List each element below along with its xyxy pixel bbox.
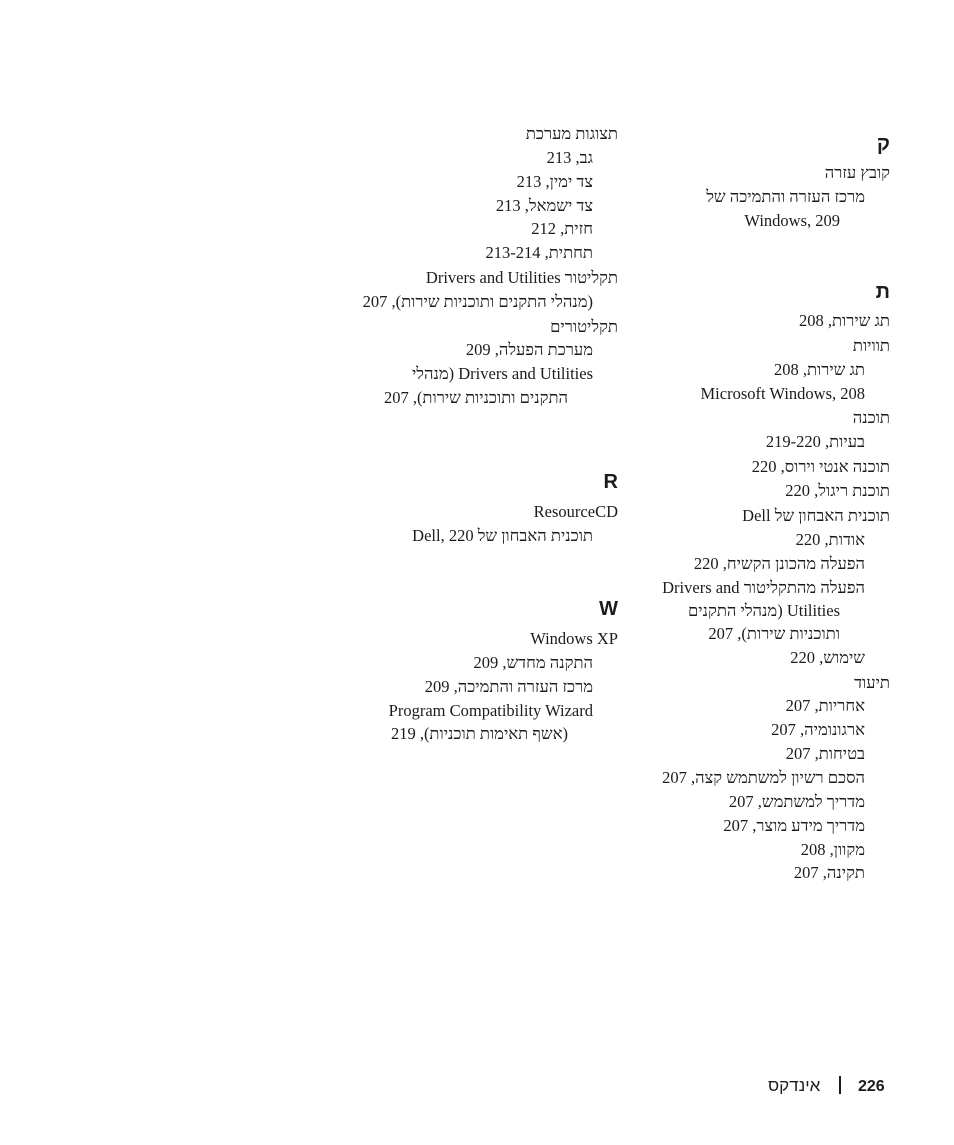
index-entry: (אשף תאימות תוכניות), 219 (390, 724, 568, 743)
index-entry: מערכת הפעלה, 209 (465, 340, 593, 359)
index-entry: (מנהלי התקנים ותוכניות שירות), 207 (362, 292, 593, 311)
index-entry: התקנה מחדש, 209 (473, 653, 593, 672)
index-entry: תחתית, 213-214 (485, 243, 593, 262)
index-entry: Windows, 209 (744, 211, 840, 230)
index-entry: Windows XP (530, 629, 618, 648)
index-entry: הסכם רשיון למשתמש קצה, 207 (662, 768, 865, 787)
index-entry: קובץ עזרה (824, 163, 890, 182)
index-entry: Drivers and Utilities (מנהלי (411, 364, 593, 383)
index-entry: תג שירות, 208 (798, 311, 890, 330)
index-entry: שימוש, 220 (790, 648, 865, 667)
index-entry: צד ימין, 213 (516, 172, 593, 191)
index-entry: תוויות (852, 336, 890, 355)
index-entry: תקליטורים (550, 317, 618, 336)
index-entry: תוכנת ריגול, 220 (785, 481, 890, 500)
index-entry: תוכנית האבחון של Dell (742, 506, 890, 525)
section-title: אינדקס (768, 1076, 821, 1095)
index-entry: מרכז העזרה והתמיכה של (706, 187, 865, 206)
index-entry: הפעלה מהכונן הקשיח, 220 (693, 554, 865, 573)
index-entry: מדריך למשתמש, 207 (728, 792, 865, 811)
index-entry: Microsoft Windows, 208 (700, 384, 865, 403)
index-letter-heading: R (603, 471, 618, 493)
index-entry: ResourceCD (533, 502, 618, 521)
index-entry: תצוגות מערכת (525, 124, 618, 143)
index-entry: בעיות, 219-220 (765, 432, 865, 451)
index-entry: בטיחות, 207 (785, 744, 865, 763)
index-entry: תוכנה (852, 408, 890, 427)
index-entry: תקליטור Drivers and Utilities (425, 268, 618, 287)
index-entry: מדריך מידע מוצר, 207 (723, 816, 865, 835)
index-entry: הפעלה מהתקליטור Drivers and (662, 578, 865, 597)
index-entry: תג שירות, 208 (773, 360, 865, 379)
index-entry: מקוון, 208 (800, 840, 865, 859)
index-entry: ותוכניות שירות), 207 (708, 624, 840, 643)
page-number: 226 (858, 1078, 885, 1095)
index-entry: חזית, 212 (531, 219, 593, 238)
index-entry: אחריות, 207 (785, 696, 865, 715)
index-letter-heading: ק (876, 133, 890, 155)
index-entry: מרכז העזרה והתמיכה, 209 (424, 677, 593, 696)
index-entry: גב, 213 (546, 148, 593, 167)
footer-separator (839, 1076, 841, 1094)
index-entry: Utilities (מנהלי התקנים (688, 601, 840, 620)
index-entry: תוכנה אנטי וירוס, 220 (751, 457, 890, 476)
index-letter-heading: ת (875, 281, 890, 303)
index-entry: תקינה, 207 (793, 863, 865, 882)
index-entry: התקנים ותוכניות שירות), 207 (383, 388, 568, 407)
index-entry: ארגונומיה, 207 (771, 720, 865, 739)
index-entry: אודות, 220 (795, 530, 865, 549)
index-letter-heading: W (599, 598, 618, 620)
index-entry: תוכנית האבחון של Dell, 220 (412, 526, 593, 545)
index-entry: תיעוד (854, 673, 890, 692)
index-entry: צד ישמאל, 213 (495, 196, 593, 215)
index-entry: Program Compatibility Wizard (388, 701, 593, 720)
